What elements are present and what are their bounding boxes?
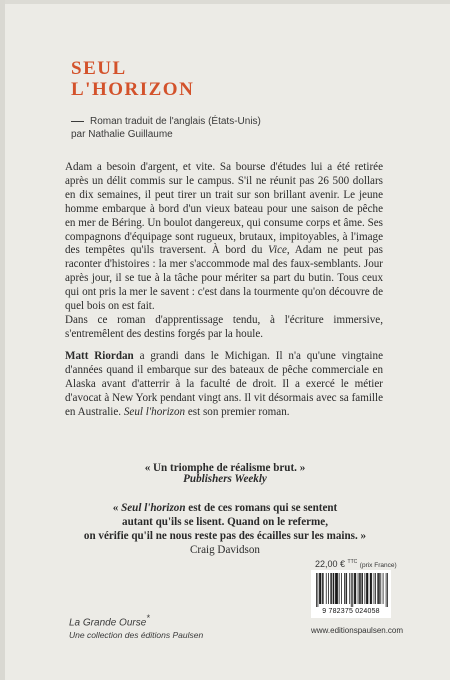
barcode-bar <box>380 573 381 604</box>
collection-subtitle: Une collection des éditions Paulsen <box>69 630 204 641</box>
price-label <box>315 559 397 569</box>
barcode-bar <box>323 573 324 604</box>
boat-name: Vice <box>268 244 287 257</box>
barcode-bar <box>335 573 336 604</box>
barcode-bar <box>346 573 347 604</box>
synopsis-text-b: , Adam ne peut pas raconter d'histoires : la mer s'accommode mal des faux-semblants. Jour après jour, il se tue à la tâche pour mériter sa part du butin. Tous ceux qui ont pris la mer le savent : c'est dans la tourmente qu'on découvre de quel bois on est fait. <box>65 244 383 313</box>
translation-text: Roman traduit de l'anglais (États-Unis) <box>90 116 261 127</box>
barcode-bar <box>320 573 321 604</box>
page-edge-top <box>0 0 450 4</box>
barcode-bar <box>358 573 359 604</box>
dash-rule <box>71 121 84 122</box>
translation-credit <box>71 115 261 141</box>
barcode-bar <box>344 573 345 604</box>
translation-line-1 <box>71 115 261 128</box>
barcode-bar <box>370 573 371 604</box>
barcode-bar <box>337 573 338 604</box>
review-source-1: Publishers Weekly <box>183 473 267 485</box>
bio-book-title: Seul l'horizon <box>123 405 186 418</box>
barcode-bar <box>351 573 352 607</box>
author-bio <box>65 350 383 420</box>
collection-name <box>69 613 203 628</box>
synopsis <box>65 161 383 342</box>
barcode-bar <box>366 573 367 604</box>
review-source-2: Craig Davidson <box>190 544 260 556</box>
barcode-icon <box>316 573 388 607</box>
barcode-bar <box>346 573 347 604</box>
barcode-bar <box>361 573 362 604</box>
barcode-bar <box>321 573 322 604</box>
barcode-bar <box>379 573 380 604</box>
synopsis-paragraph-2: Dans ce roman d'apprentissage tendu, à l'écriture immersive, s'entremêlent des destins forgés par la houle. <box>65 313 383 340</box>
quote-2-line-3: on vérifie qu'il ne nous reste pas des écailles sur les mains. » <box>83 530 367 542</box>
page-edge-left <box>0 0 5 680</box>
barcode-bar <box>319 573 320 604</box>
barcode-bar <box>374 573 375 604</box>
translator-line: par Nathalie Guillaume <box>71 129 173 140</box>
barcode-bar <box>386 573 387 607</box>
synopsis-text-a: Adam a besoin d'argent, et vite. Sa bourse d'études lui a été retirée après un délit commis sur le campus. S'il ne réunit pas 26 500 dollars en dix semaines, il peut tirer un trait sur son brillant avenir. Le jeune homme embarque à bord d'un vieux bateau pour une saison de pêche en mer de Béring. Un boulot dangereux, qui consume corps et âme. Ses compagnons d'équipage sont rugueux, brutaux, impitoyables, à l'image des tempêtes qu'ils traversent. À bord du <box>65 161 383 257</box>
collection-name-text: La Grande Ourse <box>69 617 147 629</box>
quote-open-mark: « <box>112 502 122 514</box>
barcode-bar <box>326 573 327 604</box>
synopsis-paragraph-1 <box>65 161 383 314</box>
barcode-bar <box>336 573 337 604</box>
quote-book-title: Seul l'horizon <box>121 502 186 514</box>
barcode-bar <box>355 573 356 604</box>
barcode-bar <box>371 573 372 604</box>
title-line-2: L'HORIZON <box>71 79 195 100</box>
barcode-bar <box>383 573 384 604</box>
barcode-bar <box>352 573 353 607</box>
barcode-bar <box>368 573 369 604</box>
barcode-bar <box>354 573 355 604</box>
book-title <box>71 58 194 100</box>
barcode-bar <box>359 573 360 604</box>
author-name: Matt Riordan <box>65 350 134 362</box>
bio-ending: est son premier roman. <box>185 405 290 418</box>
barcode-bar <box>378 573 379 604</box>
price-note: (prix France) <box>359 562 397 569</box>
barcode-bar <box>328 573 329 604</box>
barcode-bar <box>333 573 334 604</box>
barcode-bar <box>341 573 342 604</box>
collection-star: * <box>146 613 150 623</box>
price-amount: 22,00 € <box>315 559 346 569</box>
title-line-1: SEUL <box>71 58 127 79</box>
quote-2-line-2: autant qu'ils se lisent. Quand on le referme, <box>122 516 328 528</box>
publisher-website: www.editionspaulsen.com <box>311 626 404 635</box>
barcode-bar <box>362 573 363 604</box>
barcode-bar <box>365 573 366 604</box>
barcode-bar <box>322 573 323 604</box>
barcode-bar <box>360 573 361 604</box>
price-ttc: TTC <box>347 559 358 565</box>
quote-2-line-1-rest: est de ces romans qui se sentent <box>185 502 338 514</box>
collection-info <box>69 613 203 640</box>
barcode-bar <box>367 573 368 604</box>
review-quote-1: « Un triomphe de réalisme brut. » <box>144 462 306 474</box>
barcode-bar <box>371 573 372 604</box>
bio-text: a grandi dans le Michigan. Il n'a qu'une vingtaine d'années quand il embarque sur des bateaux de pêche commerciale en Alaska avant d'atterrir à la faculté de droit. Il a exercé le métier d'avocat à New York pendant vingt ans. Il vit désormais avec sa famille en Australie. <box>65 350 383 418</box>
isbn-barcode <box>311 570 391 618</box>
barcode-bar <box>355 573 356 604</box>
barcode-bar <box>318 573 319 607</box>
review-quote-2 <box>0 501 450 557</box>
barcode-bar <box>330 573 331 604</box>
barcode-bar <box>333 573 334 604</box>
barcode-bar <box>331 573 332 604</box>
barcode-bar <box>349 573 350 604</box>
barcode-bar <box>387 573 388 607</box>
isbn-number: 9 782375 024058 <box>322 608 380 615</box>
barcode-bar <box>377 573 378 604</box>
barcode-bar <box>375 573 376 604</box>
quote-2-line-1 <box>0 501 450 515</box>
barcode-bar <box>316 573 317 607</box>
barcode-bar <box>339 573 340 604</box>
barcode-bar <box>336 573 337 604</box>
